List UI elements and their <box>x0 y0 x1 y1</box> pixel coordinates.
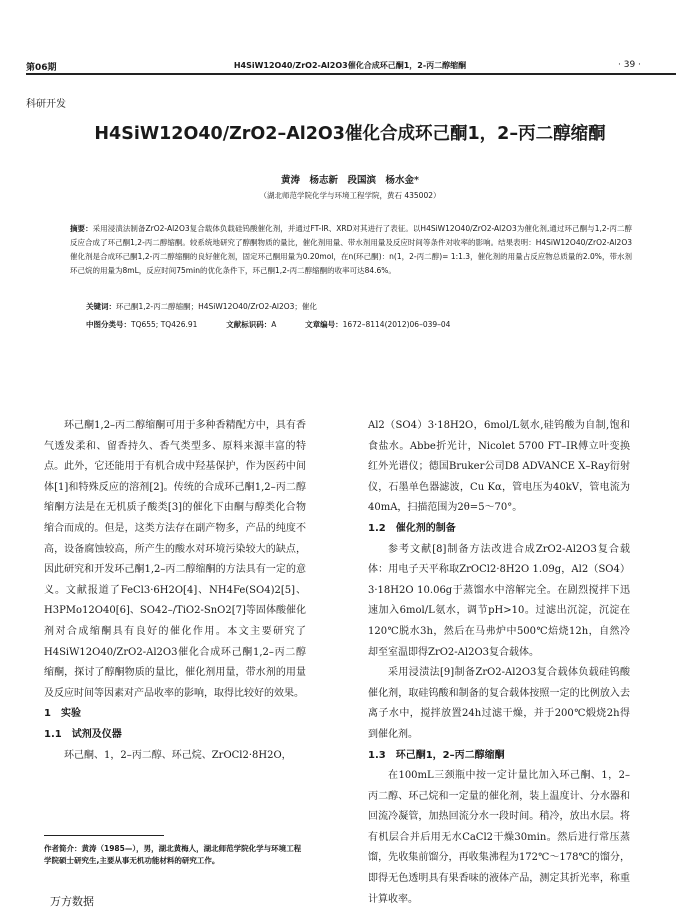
running-title: H4SiW12O40/ZrO2-Al2O3催化合成环己酮1，2-丙二醇缩酮 <box>233 61 467 70</box>
heading-catalyst-prep: 1.2 催化剂的制备 <box>368 522 456 534</box>
heading-reagents: 1.1 试剂及仪器 <box>44 728 122 740</box>
article-number-label: 文章编号： <box>305 320 343 329</box>
clc-label: 中图分类号： <box>86 320 131 329</box>
right-column <box>368 416 630 910</box>
heading-experiment: 1 实验 <box>44 708 81 720</box>
journal-issue: 第06期 <box>26 63 57 73</box>
section-label: 科研开发 <box>26 99 66 110</box>
doc-code-label: 文献标识码： <box>226 320 272 329</box>
clc-value: TQ655; TQ426.91 <box>131 320 198 329</box>
keywords <box>86 300 626 314</box>
watermark: 万方数据 <box>50 895 94 908</box>
doc-code-value: A <box>271 320 277 329</box>
abstract <box>70 222 632 278</box>
catalyst-prep-paragraph-2: 采用浸渍法[9]制备ZrO2-Al2O3复合载体负载硅钨酸催化剂，取硅钨酸和制备的复合载体按照一定的比例放入去离子水中，搅拌放置24h过滤干燥，并于200℃煅烧2h得到催化剂。 <box>368 667 630 740</box>
reagents-continued: Al2（SO4）3·18H2O，6mol/L氨水,硅钨酸为自制,饱和食盐水。Abbe折光计，Nicolet 5700 FT–IR傅立叶变换红外光谱仪；德国Bruker公司D8 ADVANCE X–Ray衍射仪，石墨单色器滤波，Cu Kα，管电压为40kV，管电流为40mA，扫描范围为2θ=5～70°。 <box>368 420 630 514</box>
page-title: H4SiW12O40/ZrO2–Al2O3催化合成环己酮1，2–丙二醇缩酮 <box>94 124 606 144</box>
intro-paragraph: 环己酮1,2–丙二醇缩酮可用于多种香精配方中，具有香气透发柔和、留香持久、香气类型多、原料来源丰富的特点。此外，它还能用于有机合成中羟基保护，作为医药中间体[1]和特殊反应的溶剂[2]。传统的合成环己酮1,2–丙二醇缩酮方法是在无机质子酸类[3]的催化下由酮与醇类化合物缩合而成的。但是，这类方法存在副产物多，产品的纯度不高，设备腐蚀较高，所产生的酸水对环境污染较大的缺点，因此研究和开发环己酮1,2–丙二醇缩酮的方法具有一定的意义。文献报道了FeCl3·6H2O[4]、NH4Fe(SO4)2[5]、H3PMo12O40[6]、SO42–/TiO2-SnO2[7]等固体酸催化剂对合成缩酮具有良好的催化作用。本文主要研究了H4SiW12O40/ZrO2-Al2O3催化合成环己酮1,2–丙二醇缩酮，探讨了醇酮物质的量比，催化剂用量，带水剂的用量及反应时间等因素对产品收率的影响，取得比较好的效果。 <box>44 420 306 699</box>
keywords-text: 环己酮1,2-丙二醇缩酮；H4SiW12O40/ZrO2-Al2O3；催化 <box>116 302 317 311</box>
article-number-value: 1672–8114(2012)06–039–04 <box>342 320 451 329</box>
footnote-rule <box>44 835 164 836</box>
affiliation: （湖北师范学院化学与环境工程学院，黄石 435002） <box>259 191 441 200</box>
keywords-label: 关键词： <box>86 302 116 311</box>
abstract-text: 采用浸渍法制备ZrO2-Al2O3复合载体负载硅钨酸催化剂，并通过FT-IR、XRD对其进行了表征。以H4SiW12O40/ZrO2-Al2O3为催化剂,通过环己酮与1,2-丙二醇反应合成了环己酮1,2-丙二醇缩酮。较系统地研究了醇酮物质的量比，催化剂用量、带水剂用量及反应时间等条件对收率的影响。结果表明：H4SiW12O40/ZrO2-Al2O3催化剂是合成环己酮1,2-丙二醇缩酮的良好催化剂，固定环己酮用量为0.20mol，在n(环己酮)：n(1，2-丙二醇)= 1:1.3，催化剂的用量占反应物总质量的2.0%，带水剂环己烷的用量为8mL，反应时间75min的优化条件下，环己酮1,2-丙二醇缩酮的收率可达84.6%。 <box>70 224 632 275</box>
synthesis-paragraph: 在100mL三颈瓶中按一定计量比加入环己酮、1，2–丙二醇、环己烷和一定量的催化剂，装上温度计、分水器和回流冷凝管，加热回流分水一段时间。稍冷，放出水层。将有机层合并后用无水CaCl2干燥30min。然后进行常压蒸馏，先收集前馏分，再收集沸程为172℃～178℃的馏分，即得无色透明具有果香味的液体产品，测定其折光率，称重计算收率。 <box>368 770 630 905</box>
abstract-label: 摘要： <box>70 224 93 233</box>
page-number: · 39 · <box>618 60 641 70</box>
authors: 黄涛 杨志新 段国滨 杨水金* <box>281 175 419 186</box>
catalyst-prep-paragraph-1: 参考文献[8]制备方法改进合成ZrO2-Al2O3复合载体：用电子天平称取ZrOCl2·8H2O 1.09g，Al2（SO4）3·18H2O 10.06g于蒸馏水中溶解完全。在剧烈搅拌下迅速加入6mol/L氨水，调节pH>10。过滤出沉淀，沉淀在120℃脱水3h，然后在马弗炉中500℃焙烧12h，自然冷却至室温即得ZrO2-Al2O3复合载体。 <box>368 543 630 658</box>
classification-line <box>86 318 646 332</box>
footnote: 作者简介：黄涛（1985—），男，湖北黄梅人，湖北师范学院化学与环境工程学院硕士研究生,主要从事无机功能材料的研究工作。 <box>44 844 302 865</box>
reagents-paragraph: 环己酮、1，2–丙二醇、环己烷、ZrOCl2·8H2O， <box>64 749 292 761</box>
header-rule <box>26 73 676 75</box>
heading-synthesis: 1.3 环己酮1，2–丙二醇缩酮 <box>368 749 505 761</box>
left-column <box>44 416 306 766</box>
